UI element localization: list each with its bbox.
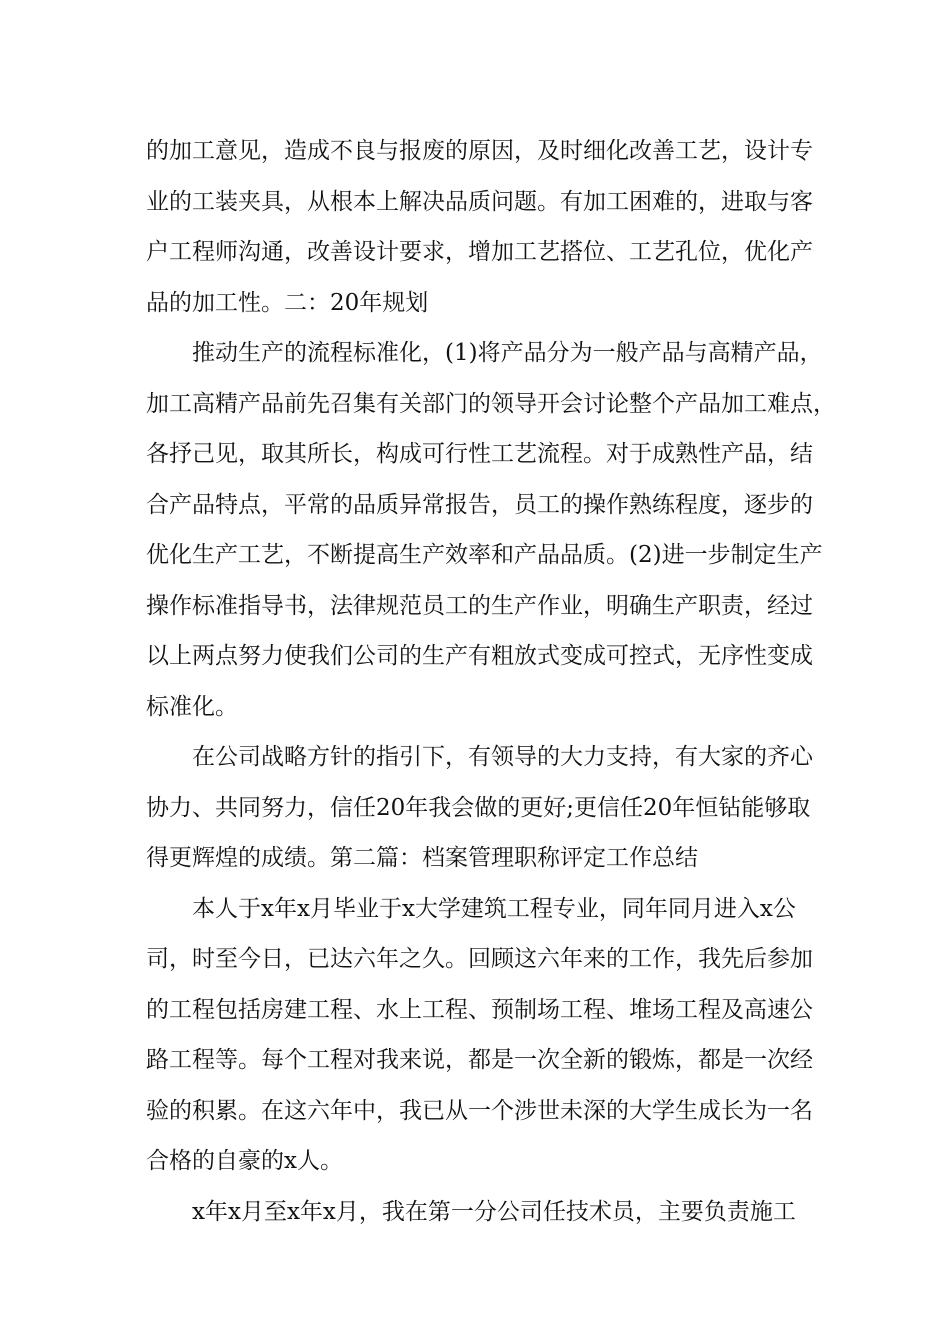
paragraph-2	[146, 328, 836, 732]
text-line: x年x月至x年x月，我在第一分公司任技术员，主要负责施工	[192, 1198, 796, 1225]
text-line: 各抒己见，取其所长，构成可行性工艺流程。对于成熟性产品，结	[146, 441, 813, 467]
text-line: 品的加工性。二：20年规划	[146, 289, 429, 316]
text-line: 协力、共同努力，信任20年我会做的更好;更信任20年恒钻能够取	[146, 794, 811, 821]
paragraph-3	[146, 732, 822, 884]
text-line: 推动生产的流程标准化，(1)将产品分为一般产品与高精产品，	[192, 340, 823, 366]
text-line: 优化生产工艺，不断提高生产效率和产品品质。(2)进一步制定生产	[146, 542, 823, 568]
text-line: 户工程师沟通，改善设计要求，增加工艺搭位、工艺孔位，优化产	[146, 239, 813, 265]
text-line: 业的工装夹具，从根本上解决品质问题。有加工困难的，进取与客	[146, 188, 813, 215]
text-line: 司，时至今日，已达六年之久。回顾这六年来的工作，我先后参加	[146, 946, 813, 972]
text-line: 本人于x年x月毕业于x大学建筑工程专业，同年同月进入x公	[192, 895, 796, 922]
text-line: 合产品特点，平常的品质异常报告，员工的操作熟练程度，逐步的	[146, 491, 813, 518]
text-line: 路工程等。每个工程对我来说，都是一次全新的锻炼，都是一次经	[146, 1047, 813, 1073]
text-line: 标准化。	[146, 693, 238, 720]
text-line: 在公司战略方针的指引下，有领导的大力支持，有大家的齐心	[192, 744, 813, 770]
text-line: 操作标准指导书，法律规范员工的生产作业，明确生产职责，经过	[146, 592, 813, 619]
document-page	[146, 126, 836, 1237]
paragraph-5	[146, 1187, 822, 1238]
paragraph-1	[146, 126, 822, 328]
text-line: 的加工意见，造成不良与报废的原因，及时细化改善工艺，设计专	[146, 138, 813, 164]
text-line: 合格的自豪的x人。	[146, 1148, 343, 1174]
text-line: 加工高精产品前先召集有关部门的领导开会讨论整个产品加工难点，	[146, 390, 836, 417]
text-line: 得更辉煌的成绩。第二篇：档案管理职称评定工作总结	[146, 845, 698, 871]
paragraph-4	[146, 884, 822, 1187]
text-line: 以上两点努力使我们公司的生产有粗放式变成可控式，无序性变成	[146, 643, 813, 669]
text-line: 验的积累。在这六年中，我已从一个涉世未深的大学生成长为一名	[146, 1097, 813, 1124]
text-line: 的工程包括房建工程、水上工程、预制场工程、堆场工程及高速公	[146, 996, 813, 1023]
